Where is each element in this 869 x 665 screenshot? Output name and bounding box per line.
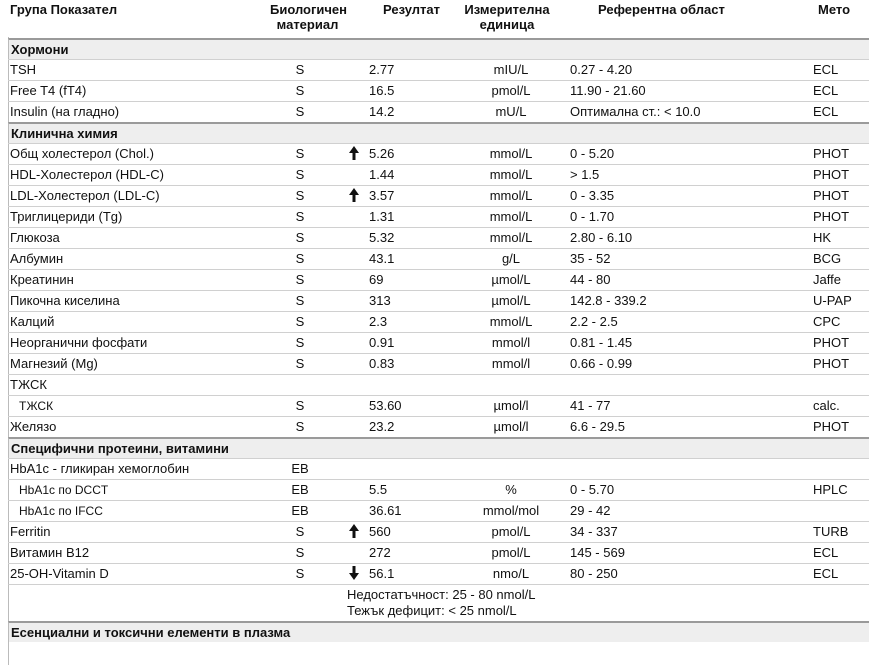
table-row: [8, 563, 869, 584]
table-row: [8, 101, 869, 122]
reference-range: 41 - 77: [570, 398, 611, 413]
reference-range: 2.80 - 6.10: [570, 230, 633, 245]
unit-cell: mU/L: [495, 104, 527, 119]
table-row: [8, 521, 869, 542]
test-name: Free T4 (fT4): [10, 83, 87, 98]
reference-range: 80 - 250: [570, 566, 618, 581]
reference-range: 0.81 - 1.45: [570, 335, 633, 350]
material-cell: S: [295, 83, 305, 98]
table-subrow: [8, 500, 869, 521]
test-name: LDL-Холестерол (LDL-C): [10, 188, 160, 203]
result-value: 69: [369, 272, 384, 287]
table-row: [8, 311, 869, 332]
result-comment-row: [8, 584, 869, 621]
test-name: HbA1c - гликиран хемоглобин: [10, 461, 190, 476]
unit-cell: mIU/L: [493, 62, 529, 77]
test-name: ТЖСК: [19, 399, 54, 413]
reference-range: 11.90 - 21.60: [570, 83, 646, 98]
material-cell: S: [295, 314, 305, 329]
material-cell: EB: [291, 461, 309, 476]
material-cell: S: [295, 230, 305, 245]
method-cell: PHOT: [813, 146, 850, 161]
table-subrow: [8, 479, 869, 500]
table-row: [8, 185, 869, 206]
arrow-up-icon: [349, 188, 359, 203]
unit-cell: µmol/l: [493, 419, 529, 434]
result-value: 53.60: [369, 398, 402, 413]
reference-range: 6.6 - 29.5: [570, 419, 625, 434]
result-value: 16.5: [369, 83, 395, 98]
table-row: [8, 458, 869, 479]
reference-range: 145 - 569: [570, 545, 625, 560]
reference-range: 0 - 1.70: [570, 209, 615, 224]
material-cell: S: [295, 272, 305, 287]
unit-cell: mmol/mol: [482, 503, 540, 518]
method-cell: ECL: [813, 566, 839, 581]
method-cell: PHOT: [813, 419, 850, 434]
material-cell: S: [295, 335, 305, 350]
table-row: [8, 164, 869, 185]
header-material: Биологичен материал: [270, 2, 348, 32]
reference-range: 0 - 5.20: [570, 146, 615, 161]
reference-range: Оптимална ст.: < 10.0: [570, 104, 701, 119]
header-method: Мето: [818, 2, 851, 17]
section-title: Хормони: [11, 42, 69, 57]
material-cell: S: [295, 104, 305, 119]
method-cell: ECL: [813, 83, 839, 98]
result-value: 5.5: [369, 482, 388, 497]
material-cell: S: [295, 545, 305, 560]
material-cell: S: [295, 62, 305, 77]
unit-cell: pmol/L: [491, 83, 531, 98]
material-cell: S: [295, 188, 305, 203]
unit-cell: mmol/L: [489, 188, 533, 203]
method-cell: PHOT: [813, 167, 850, 182]
method-cell: ECL: [813, 62, 839, 77]
table-row: [8, 143, 869, 164]
unit-cell: µmol/L: [491, 293, 531, 308]
result-value: 56.1: [369, 566, 395, 581]
result-value: 1.44: [369, 167, 395, 182]
result-value: 560: [369, 524, 391, 539]
reference-range: 0 - 3.35: [570, 188, 615, 203]
section-header-row: [8, 437, 869, 458]
section-title: Клинична химия: [11, 126, 118, 141]
result-value: 36.61: [369, 503, 402, 518]
unit-cell: mmol/l: [491, 356, 531, 371]
result-value: 14.2: [369, 104, 395, 119]
unit-cell: µmol/L: [491, 272, 531, 287]
header-unit: Измерителна единица: [464, 2, 550, 32]
result-value: 313: [369, 293, 391, 308]
unit-cell: mmol/L: [489, 209, 533, 224]
table-row: [8, 80, 869, 101]
table-row: [8, 290, 869, 311]
unit-cell: mmol/L: [489, 146, 533, 161]
material-cell: S: [295, 251, 305, 266]
test-name: Ferritin: [10, 524, 51, 539]
method-cell: Jaffe: [813, 272, 841, 287]
reference-range: 34 - 337: [570, 524, 618, 539]
result-value: 5.26: [369, 146, 395, 161]
test-name: Желязо: [10, 419, 57, 434]
table-row: [8, 59, 869, 80]
unit-cell: nmo/L: [492, 566, 530, 581]
reference-range: 44 - 80: [570, 272, 611, 287]
unit-cell: pmol/L: [491, 524, 531, 539]
result-value: 272: [369, 545, 391, 560]
unit-cell: pmol/L: [491, 545, 531, 560]
section-header-row: [8, 621, 869, 642]
result-value: 2.3: [369, 314, 388, 329]
section-header-row: [8, 122, 869, 143]
test-name: Креатинин: [10, 272, 74, 287]
reference-range: 0.27 - 4.20: [570, 62, 633, 77]
table-subrow: [8, 395, 869, 416]
section-title: Специфични протеини, витамини: [11, 441, 229, 456]
material-cell: S: [295, 209, 305, 224]
method-cell: PHOT: [813, 209, 850, 224]
method-cell: HK: [813, 230, 832, 245]
test-name: Неорганични фосфати: [10, 335, 148, 350]
method-cell: calc.: [813, 398, 840, 413]
result-value: 1.31: [369, 209, 395, 224]
unit-cell: %: [505, 482, 517, 497]
test-name: Калций: [10, 314, 55, 329]
unit-cell: g/L: [501, 251, 521, 266]
reference-range: 35 - 52: [570, 251, 611, 266]
method-cell: HPLC: [813, 482, 848, 497]
material-cell: S: [295, 566, 305, 581]
table-row: [8, 269, 869, 290]
test-name: TSH: [10, 62, 36, 77]
method-cell: ECL: [813, 545, 839, 560]
unit-cell: µmol/l: [493, 398, 529, 413]
result-value: 0.91: [369, 335, 395, 350]
test-name: ТЖСК: [10, 377, 47, 392]
header-group: Група Показател: [10, 2, 118, 17]
comment-line: Тежък дефицит: < 25 nmol/L: [347, 603, 517, 618]
result-value: 3.57: [369, 188, 395, 203]
test-name: Пикочна киселина: [10, 293, 120, 308]
table-header: [0, 0, 869, 38]
result-value: 2.77: [369, 62, 395, 77]
result-value: 43.1: [369, 251, 395, 266]
test-name: Магнезий (Mg): [10, 356, 98, 371]
method-cell: TURB: [813, 524, 849, 539]
material-cell: S: [295, 293, 305, 308]
test-name: Общ холестерол (Chol.): [10, 146, 154, 161]
table-row: [8, 206, 869, 227]
arrow-up-icon: [349, 146, 359, 161]
reference-range: > 1.5: [570, 167, 600, 182]
material-cell: EB: [291, 503, 309, 518]
method-cell: ECL: [813, 104, 839, 119]
material-cell: S: [295, 419, 305, 434]
result-value: 5.32: [369, 230, 395, 245]
method-cell: BCG: [813, 251, 842, 266]
reference-range: 142.8 - 339.2: [570, 293, 647, 308]
test-name: Албумин: [10, 251, 64, 266]
test-name: Глюкоза: [10, 230, 60, 245]
result-value: 0.83: [369, 356, 395, 371]
method-cell: U-PAP: [813, 293, 852, 308]
section-header-row: [8, 38, 869, 59]
reference-range: 29 - 42: [570, 503, 611, 518]
table-row: [8, 248, 869, 269]
material-cell: S: [295, 167, 305, 182]
table-row: [8, 353, 869, 374]
table-row: [8, 542, 869, 563]
material-cell: S: [295, 524, 305, 539]
method-cell: PHOT: [813, 188, 850, 203]
header-reference: Референтна област: [598, 2, 725, 17]
table-row: [8, 227, 869, 248]
result-value: 23.2: [369, 419, 395, 434]
unit-cell: mmol/L: [489, 230, 533, 245]
method-cell: PHOT: [813, 356, 850, 371]
table-row: [8, 416, 869, 437]
reference-range: 0.66 - 0.99: [570, 356, 633, 371]
section-title: Есенциални и токсични елементи в плазма: [11, 625, 291, 640]
test-name: HbA1c по IFCC: [19, 504, 103, 518]
unit-cell: mmol/L: [489, 167, 533, 182]
comment-line: Недостатъчност: 25 - 80 nmol/L: [347, 587, 536, 602]
material-cell: S: [295, 398, 305, 413]
reference-range: 0 - 5.70: [570, 482, 615, 497]
table-row: [8, 374, 869, 395]
test-name: 25-OH-Vitamin D: [10, 566, 109, 581]
header-result: Резултат: [383, 2, 440, 17]
table-row: [8, 332, 869, 353]
arrow-up-icon: [349, 524, 359, 539]
material-cell: EB: [291, 482, 309, 497]
test-name: HDL-Холестерол (HDL-C): [10, 167, 164, 182]
method-cell: PHOT: [813, 335, 850, 350]
unit-cell: mmol/L: [489, 314, 533, 329]
material-cell: S: [295, 146, 305, 161]
method-cell: CPC: [813, 314, 841, 329]
unit-cell: mmol/l: [491, 335, 531, 350]
test-name: Триглицериди (Tg): [10, 209, 123, 224]
test-name: HbA1c по DCCT: [19, 483, 109, 497]
arrow-down-icon: [349, 566, 359, 581]
test-name: Insulin (на гладно): [10, 104, 120, 119]
test-name: Витамин B12: [10, 545, 90, 560]
reference-range: 2.2 - 2.5: [570, 314, 618, 329]
material-cell: S: [295, 356, 305, 371]
